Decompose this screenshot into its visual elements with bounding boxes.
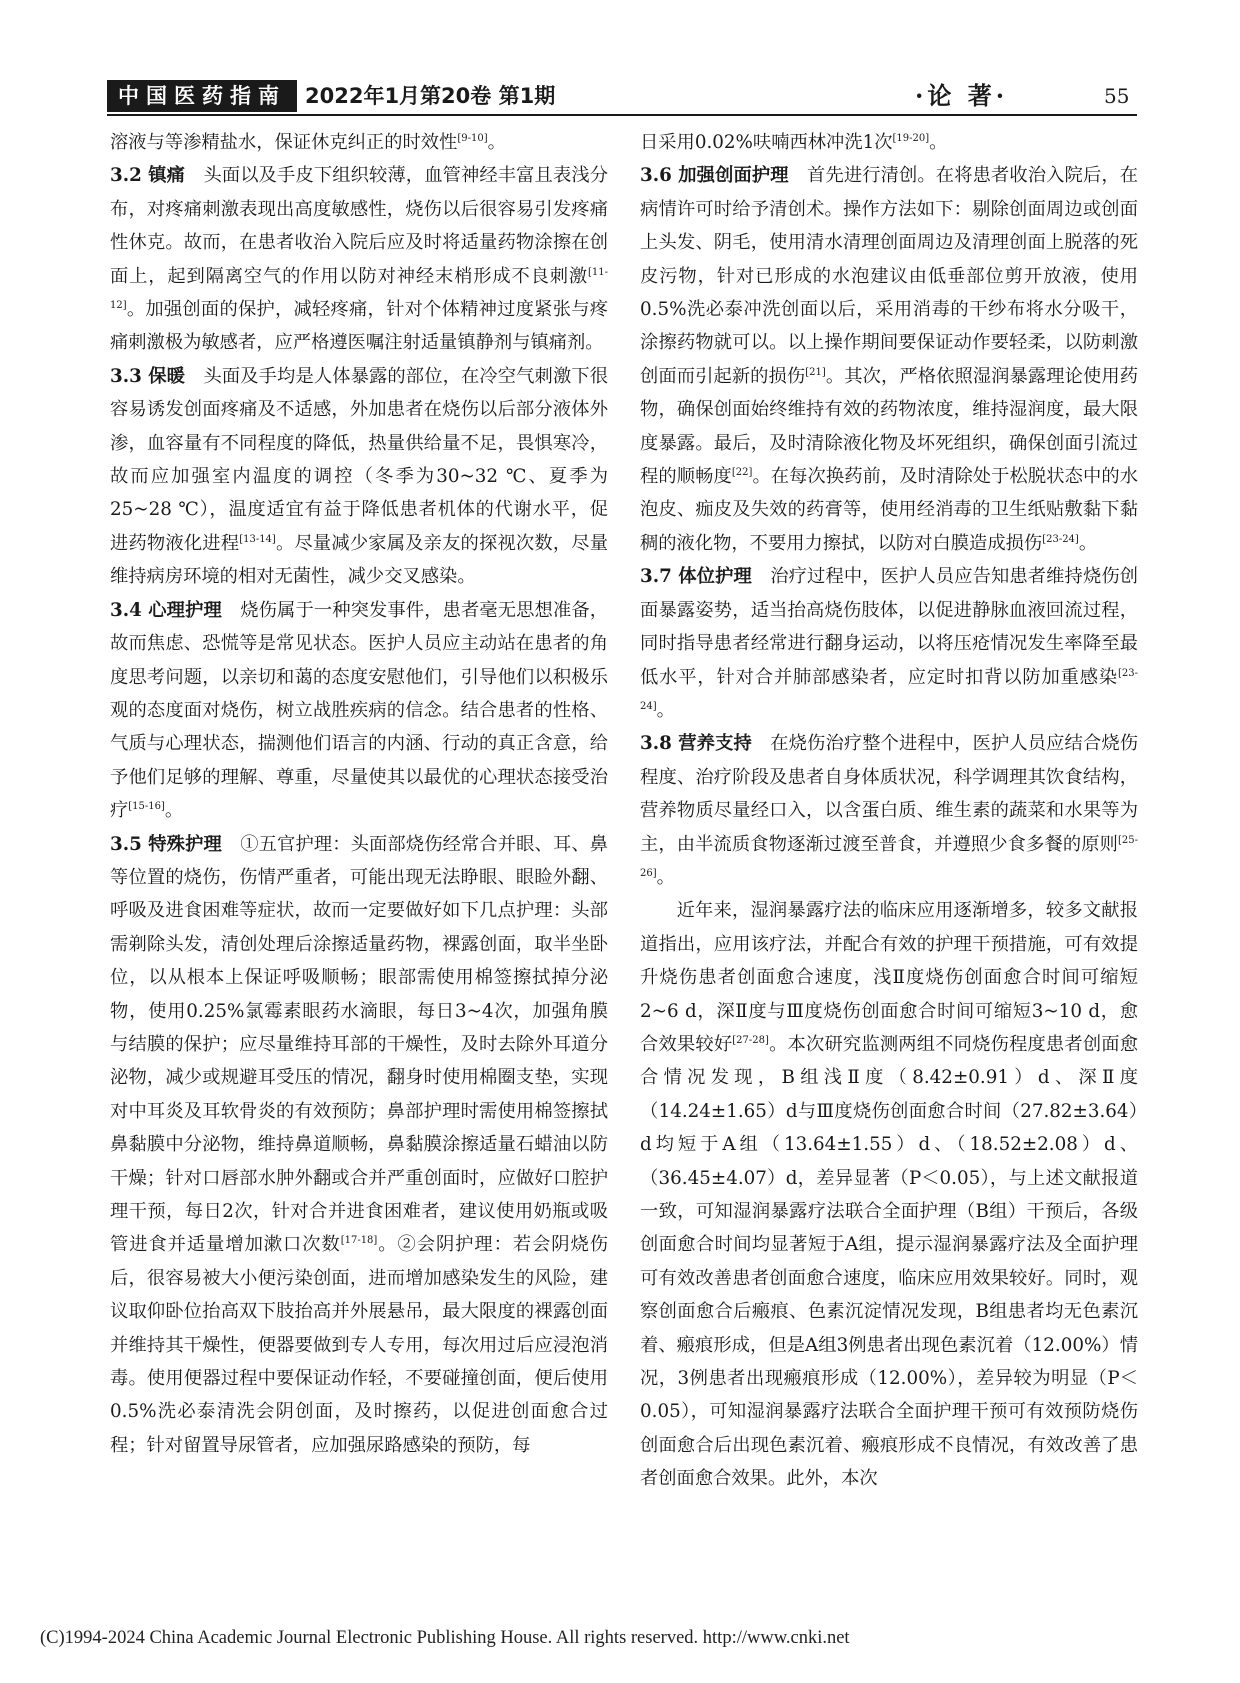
right-column [640,126,1138,1496]
section-heading: 3.8 营养支持 [640,733,752,755]
paragraph [640,560,1138,727]
paragraph-text: 首先进行清创。在将患者收治入院后，在病情许可时给予清创术。操作方法如下：剔除创面周边或创面上头发、阴毛，使用清水清理创面周边及清理创面上脱落的死皮污物，针对已形成的水泡建议由低垂部位剪开放液，使用0.5%洗必泰冲洗创面以后，采用消毒的干纱布将水分吸干，涂擦药物就可以。以上操作期间要保证动作要轻柔，以防刺激创面而引起新的损伤 [640,165,1139,387]
paragraph [110,159,608,359]
paragraph-text: 。 [656,699,675,721]
paragraph [110,126,608,159]
paragraph [110,360,608,594]
section-heading: 3.5 特殊护理 [110,833,222,855]
paragraph-text: 在烧伤治疗整个进程中，医护人员应结合烧伤程度、治疗阶段及患者自身体质状况，科学调理其饮食结构，营养物质尽量经口入，以含蛋白质、维生素的蔬菜和水果等为主，由半流质食物逐渐过渡至普食，并遵照少食多餐的原则 [640,733,1139,855]
section-heading: 3.6 加强创面护理 [640,165,789,187]
citation: [21] [805,366,826,378]
citation: [15-16] [128,801,165,813]
citation: [11-12] [110,266,608,312]
paragraph-text: 溶液与等渗精盐水，保证休克纠正的时效性 [110,132,458,153]
citation: [9-10] [457,133,488,144]
paragraph-text: 。在每次换药前，及时清除处于松脱状态中的水泡皮、痂皮及失效的药膏等，使用经消毒的卫生纸贴敷黏下黏稠的液化物，不要用力擦拭，以防对白膜造成损伤 [640,466,1139,554]
paragraph-text: 。尽量减少家属及亲友的探视次数，尽量维持病房环境的相对无菌性，减少交叉感染。 [110,532,609,588]
paragraph-text: 日采用0.02%呋喃西林冲洗1次 [640,132,893,153]
paragraph [110,828,608,1463]
paragraph [640,126,1138,159]
header-rule [107,114,1137,116]
page-header [107,80,1137,114]
paragraph-text: 。 [1078,532,1098,554]
paragraph-text: 。②会阴护理：若会阴烧伤后，很容易被大小便污染创面，进而增加感染发生的风险，建议取仰卧位抬高双下肢抬高并外展悬吊，最大限度的裸露创面并维持其干燥性，便器要做到专人专用，每次用过后应浸泡消毒。使用便器过程中要保证动作轻，不要碰撞创面，便后使用0.5%洗必泰清洗会阴创面，及时擦药，以促进创面愈合过程；针对留置导尿管者，应加强尿路感染的预防，每 [110,1234,609,1456]
citation: [17-18] [340,1235,378,1247]
paragraph-text: 。 [929,132,948,153]
paragraph-text: 。加强创面的保护，减轻疼痛，针对个体精神过度紧张与疼痛刺激极为敏感者，应严格遵医嘱注射适量镇静剂与镇痛剂。 [110,299,608,354]
issue-info: 2022年1月第20卷 第1期 [305,84,556,108]
paragraph-text: 。本次研究监测两组不同烧伤程度患者创面愈合情况发现，B组浅Ⅱ度（8.42±0.91）d、深Ⅱ度（14.24±1.65）d与Ⅲ度烧伤创面愈合时间（27.82±3.64）d均短于A组（13.64±1.55）d、（18.52±2.08）d、（36.45±4.07）d，差异显著（P＜0.05），与上述文献报道一致，可知湿润暴露疗法联合全面护理（B组）干预后，各级创面愈合时间均显著短于A组，提示湿润暴露疗法及全面护理可有效改善患者创面愈合速度，临床应用效果较好。同时，观察创面愈合后瘢痕、色素沉淀情况发现，B组患者均无色素沉着、瘢痕形成，但是A组3例患者出现色素沉着（12.00%）情况，3例患者出现瘢痕形成（12.00%），差异较为明显（P＜0.05），可知湿润暴露疗法联合全面护理干预可有效预防烧伤创面愈合后出现色素沉着、瘢痕形成不良情况，有效改善了患者创面愈合效果。此外，本次 [640,1033,1139,1490]
paragraph-text: 。 [656,866,675,888]
citation: [23-24] [1042,533,1079,545]
paragraph-text: 。 [164,800,184,822]
paragraph [640,727,1138,894]
paragraph-text: ①五官护理：头面部烧伤经常合并眼、耳、鼻等位置的烧伤，伤情严重者，可能出现无法睁眼、眼睑外翻、呼吸及进食困难等症状，故而一定要做好如下几点护理：头部需剃除头发，清创处理后涂擦适量药物，裸露创面，取半坐卧位，以从根本上保证呼吸顺畅；眼部需使用棉签擦拭掉分泌物，使用0.25%氯霉素眼药水滴眼，每日3~4次，加强角膜与结膜的保护；应尽量维持耳部的干燥性，及时去除外耳道分泌物，减少或规避耳受压的情况，翻身时使用棉圈支垫，实现对中耳炎及耳软骨炎的有效预防；鼻部护理时需使用棉签擦拭鼻黏膜中分泌物，维持鼻道顺畅，鼻黏膜涂擦适量石蜡油以防干燥；针对口唇部水肿外翻或合并严重创面时，应做好口腔护理干预，每日2次，针对合并进食困难者，建议使用奶瓶或吸管进食并适量增加漱口次数 [110,833,609,1256]
paragraph-text: 头面及手均是人体暴露的部位，在冷空气刺激下很容易诱发创面疼痛及不适感，外加患者在烧伤以后部分液体外渗，血容量有不同程度的降低，热量供给量不足，畏惧寒冷，故而应加强室内温度的调控（冬季为30~32 ℃、夏季为25~28 ℃），温度适宜有益于降低患者机体的代谢水平，促进药物液化进程 [110,365,609,554]
citation: [25-26] [640,834,1138,879]
citation: [22] [731,467,753,479]
citation: [19-20] [892,133,930,144]
citation: [27-28] [732,1034,769,1046]
paragraph-text: 治疗过程中，医护人员应告知患者维持烧伤创面暴露姿势，适当抬高烧伤肢体，以促进静脉血液回流过程，同时指导患者经常进行翻身运动，以将压疮情况发生率降至最低水平，针对合并肺部感染者，应定时扣背以防加重感染 [640,566,1139,688]
paragraph-text: 头面以及手皮下组织较薄，血管神经丰富且表浅分布，对疼痛刺激表现出高度敏感性，烧伤以后很容易引发疼痛性休克。故而，在患者收治入院后应及时将适量药物涂擦在创面上，起到隔离空气的作用以防对神经末梢形成不良刺激 [110,165,609,287]
paragraph-text: 烧伤属于一种突发事件，患者毫无思想准备，故而焦虑、恐慌等是常见状态。医护人员应主动站在患者的角度思考问题，以亲切和蔼的态度安慰他们，引导他们以积极乐观的态度面对烧伤，树立战胜疾病的信念。结合患者的性格、气质与心理状态，揣测他们语言的内涵、行动的真正含意，给予他们足够的理解、尊重，尽量使其以最优的心理状态接受治疗 [110,599,609,822]
section-heading: 3.4 心理护理 [110,599,222,621]
paragraph [110,594,608,828]
section-label: ·论 著· [915,81,1009,110]
citation: [23-24] [640,667,1138,712]
journal-name: 中国医药指南 [107,80,297,112]
paragraph [640,159,1138,560]
page-number: 55 [1104,84,1130,108]
citation: [13-14] [239,533,276,545]
copyright-footer: (C)1994-2024 China Academic Journal Electronic Publishing House. All rights reserved. http://www.cnki.net [40,1628,850,1648]
left-column [110,126,608,1462]
section-heading: 3.3 保暖 [110,365,186,387]
paragraph-text: 近年来，湿润暴露疗法的临床应用逐渐增多，较多文献报道指出，应用该疗法，并配合有效的护理干预措施，可有效提升烧伤患者创面愈合速度，浅Ⅱ度烧伤创面愈合时间可缩短2~6 d，深Ⅱ度与Ⅲ度烧伤创面愈合时间可缩短3~10 d，愈合效果较好 [640,900,1138,1055]
paragraph-text: 。其次，严格依照湿润暴露理论使用药物，确保创面始终维持有效的药物浓度，维持湿润度，最大限度暴露。最后，及时清除液化物及坏死组织，确保创面引流过程的顺畅度 [640,365,1139,488]
paragraph [640,894,1138,1495]
section-heading: 3.7 体位护理 [640,566,752,588]
paragraph-text: 。 [487,132,506,153]
section-heading: 3.2 镇痛 [110,165,186,187]
